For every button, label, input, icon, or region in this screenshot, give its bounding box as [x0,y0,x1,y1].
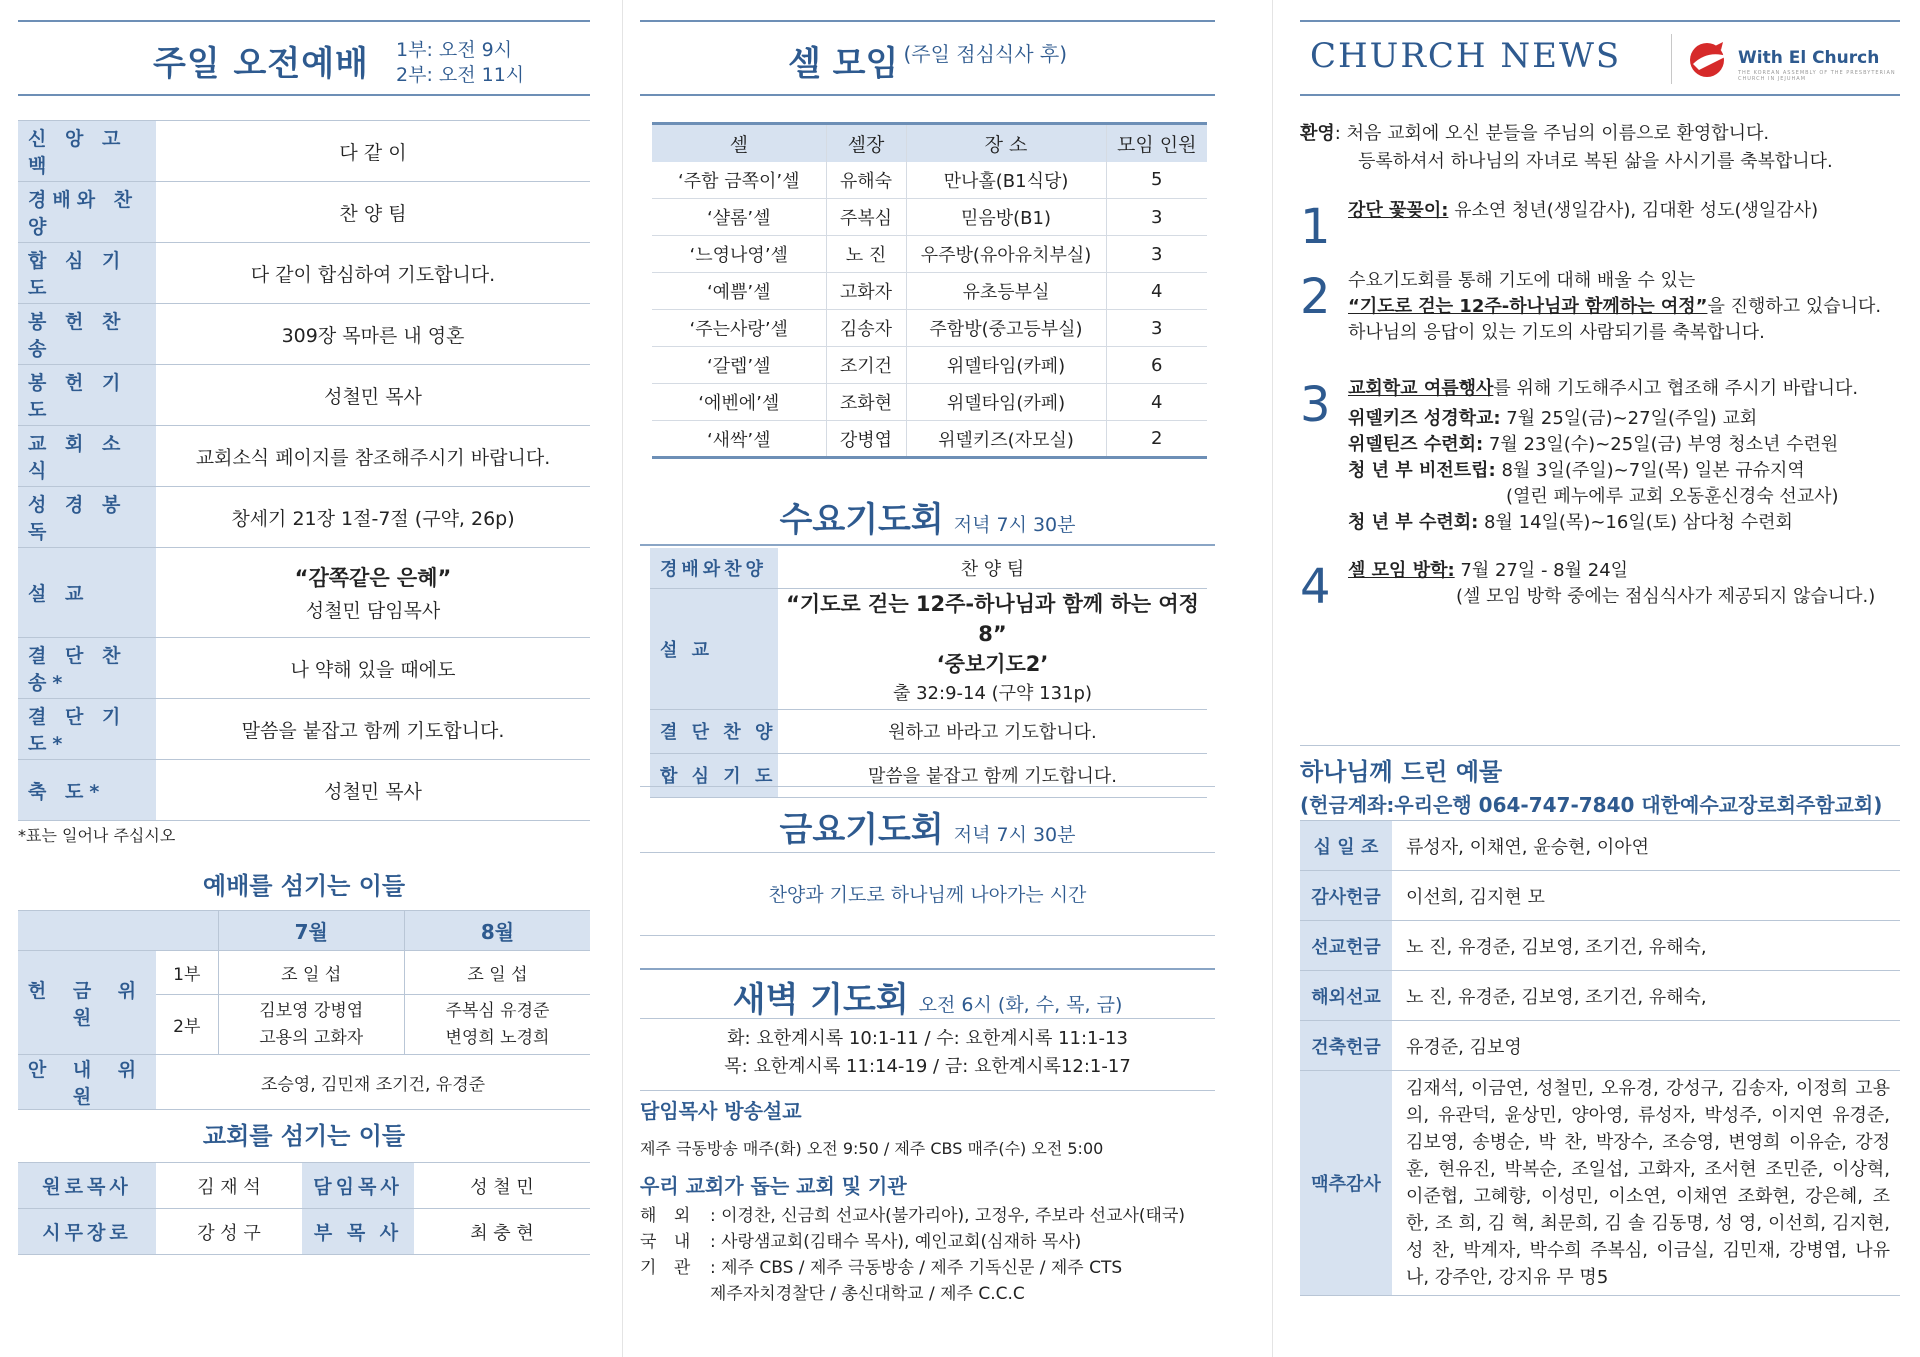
cell-group-row: ‘주는사랑’셀 김송자 주함방(중고등부실) 3 [652,310,1207,347]
divider [640,544,1215,546]
offering-row-thanksgiving: 맥추감사 김재석, 이금연, 성철민, 오유경, 강성구, 김송자, 이정희 고용의, 유관덕, 윤상민, 양아영, 류성자, 박성주, 이지연 유경준, 김보영, 송병순, 박 찬, 박장수, 조승영, 변영희 이유순, 강정훈, 현유진, 박복순, 조일섭, 고화자, 조서현 조민준, 이상혁, 이준협, 고혜향, 이성민, 이소연, 이채연 조화현, 강은혜, 조 한, 조 희, 김 혁, 최문희, 김 솔 김동명, 성 영, 이선희, 김지현, 성 찬, 박계자, 박수희 주복심, 이금실, 김민재, 강병엽, 나유나, 강주안, 강지유 무 명5 [1300,1071,1900,1296]
servers-title: 예배를 섬기는 이들 [202,872,406,900]
supported-item: 기 관 : 제주 CBS / 제주 극동방송 / 제주 기독신문 / 제주 CTS [640,1258,1123,1278]
church-brand-name: With El Church [1738,48,1880,68]
offering-row: 십 일 조 류성자, 이채연, 윤승현, 이아연 [1300,821,1900,871]
sermon-preacher: 성철민 담임목사 [305,600,441,622]
order-row: 축 도* 성철민 목사 [18,760,590,821]
servers-table [18,910,590,1110]
sunday-service-header [18,20,590,96]
order-row: 교 회 소 식 교회소식 페이지를 참조해주시기 바랍니다. [18,426,590,487]
order-row: 신 앙 고 백 다 같 이 [18,121,590,182]
sermon-title: “감쪽같은 은혜” [294,566,452,590]
cell-group-row: ‘예쁨’셀 고화자 유초등부실 4 [652,273,1207,310]
service-times: 1부: 오전 9시 2부: 오전 11시 [396,39,525,86]
sunday-service-title: 주일 오전예배 [153,44,369,84]
column-divider [622,0,623,1357]
staff-row: 시무장로 강 성 구 부 목 사 최 충 현 [18,1209,590,1255]
order-row: 봉 헌 기 도 성철민 목사 [18,365,590,426]
order-row: 결 단 기 도* 말씀을 붙잡고 함께 기도합니다. [18,699,590,760]
divider [640,1090,1215,1091]
order-row: 성 경 봉 독 창세기 21장 1절-7절 (구약, 26p) [18,487,590,548]
wed-row-sermon: 설 교 “기도로 걷는 12주-하나님과 함께 하는 여정8” ‘중보기도2’ 출 32:9-14 (구약 131p) [650,588,1207,709]
servers-header-row: 7월 8월 [18,911,590,951]
friday-prayer-heading: 금요기도회 저녁 7시 30분 [779,810,1076,850]
supported-item: 해 외 : 이경찬, 신금희 선교사(불가리아), 고정우, 주보라 선교사(태국) [640,1206,1186,1226]
cell-group-row: ‘샬롬’셀 주복심 믿음방(B1) 3 [652,199,1207,236]
cell-meeting-subtitle: (주일 점심식사 후) [903,42,1068,66]
broadcast-title: 담임목사 방송설교 [640,1099,802,1123]
church-logo-icon [1685,40,1735,80]
cell-groups-table [652,122,1207,459]
offerings-table [1300,820,1900,1296]
cell-group-row: ‘느영나영’셀 노 진 우주방(유아유치부실) 3 [652,236,1207,273]
order-row: 합 심 기 도 다 같이 합심하여 기도합니다. [18,243,590,304]
staff-title: 교회를 섬기는 이들 [202,1122,406,1150]
divider [640,852,1215,853]
bank-account: (헌금계좌:우리은행 064-747-7840 대한예수교장로회주함교회) [1300,793,1883,817]
cell-groups-header: 셀 셀장 장 소 모임 인원 [652,124,1207,162]
offerings-heading: 하나님께 드린 예물 (헌금계좌:우리은행 064-747-7840 대한예수교장로회주함교회) [1300,745,1900,818]
wed-row: 경배와찬양 찬 양 팀 [650,548,1207,588]
sunday-service-column [18,0,590,1357]
broadcast-schedule: 제주 극동방송 매주(화) 오전 9:50 / 제주 CBS 매주(수) 오전 5:00 [640,1139,1104,1158]
order-row: 결 단 찬 송* 나 약해 있을 때에도 [18,638,590,699]
worship-order-table [18,120,590,821]
divider [640,968,1215,970]
servers-row: 헌 금 위 원 1부 조 일 섭 조 일 섭 [18,951,590,995]
dawn-prayer-heading: 새벽 기도회 오전 6시 (화, 수, 목, 금) [732,980,1123,1020]
servers-row: 안 내 위 원 조승영, 김민재 조기건, 유경준 [18,1055,590,1110]
divider [640,1018,1215,1019]
column-divider [1272,0,1273,1357]
supported-item: 국 내 : 사랑샘교회(김태수 목사), 예인교회(심재하 목사) [640,1232,1082,1252]
cell-meeting-title: 셀 모임 [787,44,899,84]
cell-group-row: ‘새싹’셀 강병엽 위델키즈(자모실) 2 [652,421,1207,458]
header-divider [1671,34,1672,84]
order-row-sermon: 설 교 “감쪽같은 은혜” 성철민 담임목사 [18,548,590,638]
divider [640,935,1215,936]
cell-group-row: ‘에벤에’셀 조화현 위델타임(카페) 4 [652,384,1207,421]
church-news-title: CHURCH NEWS [1310,36,1622,76]
church-brand-subtitle: THE KOREAN ASSEMBLY OF THE PRESBYTERIAN CHURCH IN JEJUHAM [1738,70,1896,82]
standing-note: *표는 일어나 주십시오 [18,826,176,845]
cell-group-row: ‘주함 금쪽이’셀 유해숙 만나홀(B1식당) 5 [652,162,1207,199]
cell-group-row: ‘갈렙’셀 조기건 위델타임(카페) 6 [652,347,1207,384]
wednesday-prayer-table [650,548,1207,798]
staff-table [18,1162,590,1255]
wed-row: 결 단 찬 양 원하고 바라고 기도합니다. [650,709,1207,753]
servers-row: 2부 김보영 강병엽 고용의 고화자 주복심 유경준 변영희 노경희 [18,995,590,1055]
divider [640,786,1215,787]
supported-item: 제주자치경찰단 / 총신대학교 / 제주 C.C.C [710,1284,1025,1304]
friday-prayer-text: 찬양과 기도로 하나님께 나아가는 시간 [768,884,1087,906]
supported-title: 우리 교회가 돕는 교회 및 기관 [640,1174,907,1198]
welcome-message: 환영: 처음 교회에 오신 분들을 주님의 이름으로 환영합니다. 등록하셔서 하나님의 자녀로 복된 삶을 사시기를 축복합니다. [1300,123,1833,172]
order-row: 봉 헌 찬 송 309장 목마른 내 영혼 [18,304,590,365]
church-news-column: CHURCH NEWS With El Church THE KOREAN ASSEMBLY OF THE PRESBYTERIAN CHURCH IN JEJUHAM 환영: 처음 교회에 오신 분들을 주님의 이름으로 환영합니다. 등록하셔서 하나님의 자녀로 복된 삶을 사시기를 축복합니다. 1 강단 꽃꽂이: 유소연 청년(생일감사), 김대환 성도(생일감사) 2 수요기도회를 통해 기도에 대해 배울 수 있는 “기도로 걷는 12주-하나님과 함께하는 여정”을 진행하고 있습니다. 하나님의 응답이 있는 기도의 사람되기를 축복합니다. 3 교회학교 여름행사를 위해 기도해주시고 협조해 주시기 바랍니다. 위델키즈 성경학교: 7월 25일(금)~27일(주일) 교회 위델틴즈 수련회: 7월 23일(수)~25일(금) 부영 청소년 수련원 청 년 부 비전트립: 8월 3일(주일)~7일(목) 일본 규슈지역 (열린 페누에루 교회 오동훈신경숙 선교사) 청 년 부 수련회: 8월 14일(목)~16일(토) 삼다청 수련회 4 셀 모임 방학: 7월 27일 - 8월 24일 (셀 모임 방학 중에는 점심식사가 제공되지 않습니다.) 하나님께 드린 예물 (헌금계좌:우리은행 064-747-7840 대한예수교장로회주함교회) 십 일 조 류성자, 이채연, 윤승현, 이아연 감사헌금 이선희, 김지현 모 선교헌금 노 진, 유경준, 김보영, 조기건, 유해숙, 해외선교 노 진, 유경준, 김보영, 조기건, 유해숙, 건축헌금 유경준, 김보영 맥추감사 김재석, 이금연, 성철민, 오유경, 강성구, 김송자, 이정희 고용의, 유관덕, 윤상민, 양아영, 류성자, 박성주, 이지연 유경준, 김보영, 송병순, 박 찬, 박장수, 조승영, 변영희 이유순, 강정훈, 현유진, 박복순, 조일섭, 고화자, 조서현 조민준, 이상혁, 이준협, 고혜향, 이성민, 이소연, 이채연 조화현, 강은혜, 조 한, 조 희, 김 혁, 최문희, 김 솔 김동명, 성 영, 이선희, 김지현, 성 찬, 박계자, 박수희 주복심, 이금실, 김민재, 강병엽, 나유나, 강주안, 강지유 무 명5 [1300,0,1900,1357]
staff-row: 원로목사 김 재 석 담임목사 성 철 민 [18,1163,590,1209]
offering-row: 감사헌금 이선희, 김지현 모 [1300,871,1900,921]
dawn-readings: 화: 요한계시록 10:1-11 / 수: 요한계시록 11:1-13 목: 요한계시록 11:14-19 / 금: 요한계시록12:1-17 [724,1028,1131,1077]
offering-row: 해외선교 노 진, 유경준, 김보영, 조기건, 유해숙, [1300,971,1900,1021]
order-row: 경배와 찬양 찬 양 팀 [18,182,590,243]
wednesday-prayer-heading: 수요기도회 저녁 7시 30분 [779,500,1076,540]
cell-meeting-header [640,20,1215,96]
church-news-header [1300,20,1900,96]
supported-list [640,1203,1185,1307]
meetings-column [640,0,1215,1357]
wed-row: 합 심 기 도 말씀을 붙잡고 함께 기도합니다. [650,753,1207,797]
offering-row: 건축헌금 유경준, 김보영 [1300,1021,1900,1071]
offering-row: 선교헌금 노 진, 유경준, 김보영, 조기건, 유해숙, [1300,921,1900,971]
